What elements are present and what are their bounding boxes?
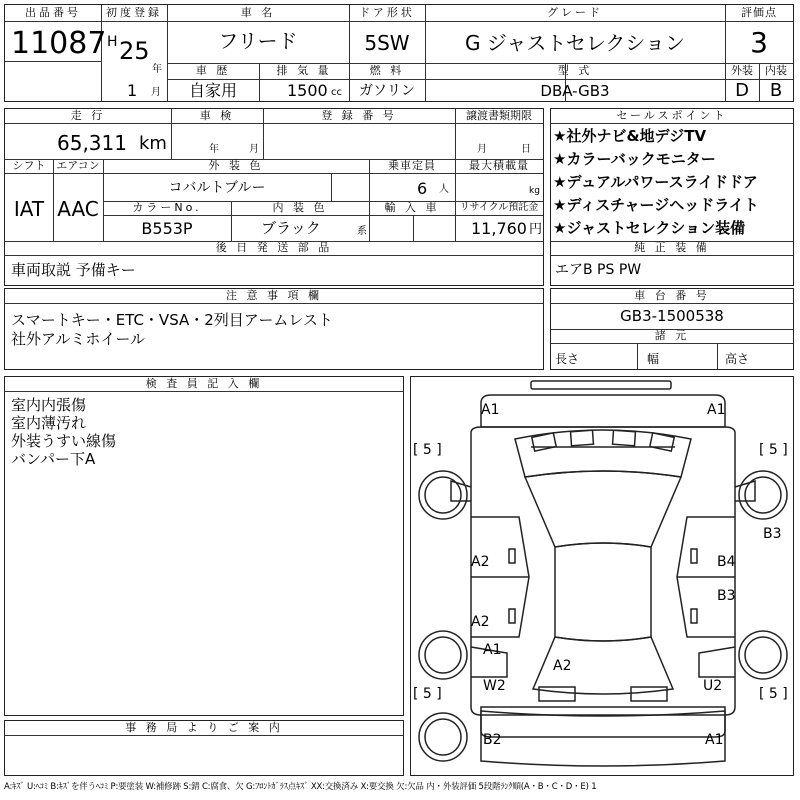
header-section: [4, 4, 794, 102]
interior-label: 内装: [765, 64, 787, 77]
mark-rear-right: A1: [705, 732, 724, 748]
first-reg-month-unit: 月: [151, 87, 161, 98]
displacement-unit: cc: [331, 87, 342, 98]
later-parts-label: 後 日 発 送 部 品: [215, 241, 333, 254]
caution-label: 注 意 事 項 欄: [226, 289, 322, 302]
recycle-amount: 11,760: [471, 219, 527, 238]
history-label: 車 歴: [195, 64, 231, 77]
ac: AAC: [57, 197, 99, 221]
plate-label: 登 録 番 号: [321, 109, 397, 122]
mark-left-rear-door: A2: [471, 614, 490, 630]
selling-points-label: セールスポイント: [616, 109, 728, 122]
car-condition-diagram: [410, 376, 794, 776]
seats: 6: [417, 179, 428, 198]
shift: IAT: [13, 197, 45, 221]
import-label: 輸 入 車: [384, 201, 440, 214]
mark-left-front-door: A2: [471, 554, 490, 570]
chassis-section: [550, 288, 794, 370]
inspector-line-2: 室内薄汚れ: [11, 414, 87, 432]
selling-points-section: [550, 108, 794, 286]
recycle-unit: 円: [529, 222, 543, 237]
color-no: B553P: [141, 219, 193, 238]
mark-right-rear-door: B3: [717, 588, 736, 604]
history: 自家用: [188, 81, 237, 100]
transfer-day-unit: 日: [521, 144, 531, 155]
chassis-label: 車 台 番 号: [634, 289, 710, 302]
transfer-month-unit: 月: [477, 144, 487, 155]
seats-label: 乗車定員: [388, 159, 436, 172]
length-label: 長さ: [555, 352, 580, 366]
mark-right-front-door: B4: [717, 554, 736, 570]
lot-no: 11087: [11, 26, 107, 61]
car-name: フリード: [218, 29, 298, 53]
selling-point-1: ★社外ナビ&地デジTV: [553, 127, 707, 145]
dimensions-label: 諸 元: [654, 329, 690, 342]
max-load-unit: kg: [529, 186, 540, 196]
car-name-label: 車 名: [240, 6, 276, 19]
first-reg-year: 25: [119, 37, 150, 65]
mark-right-side: B3: [763, 526, 782, 542]
first-reg-era: H: [107, 34, 118, 50]
car-outline-drawing: [411, 377, 794, 776]
inspection-label: 車 検: [199, 109, 235, 122]
mark-tire-front-right: [ 5 ]: [759, 442, 788, 458]
selling-point-4: ★ディスチャージヘッドライト: [553, 196, 759, 214]
displacement-label: 排 気 量: [276, 64, 332, 77]
mark-tire-front-left: [ 5 ]: [413, 442, 442, 458]
shift-label: シフト: [12, 159, 46, 172]
selling-point-5: ★ジャストセレクション装備: [553, 219, 746, 237]
office-label: 事 務 局 よ り ご 案 内: [125, 721, 283, 734]
seats-unit: 人: [439, 184, 449, 195]
mark-tire-rear-right: [ 5 ]: [759, 686, 788, 702]
mark-roof-rear: A2: [553, 658, 572, 674]
inspector-line-4: バンパー下A: [11, 450, 96, 468]
chassis-number: GB3-1500538: [620, 307, 724, 325]
genuine-equipment-label: 純 正 装 備: [634, 241, 710, 254]
int-color-label: 内 装 色: [272, 201, 328, 214]
mark-front-left: A1: [481, 402, 500, 418]
inspector-line-3: 外装うすい線傷: [11, 432, 117, 450]
caution-line-1: スマートキー・ETC・VSA・2列目アームレスト: [11, 311, 333, 329]
recycle-label: リサイクル預託金: [459, 202, 539, 213]
score-label: 評価点: [741, 6, 777, 19]
mark-front-right: A1: [707, 402, 726, 418]
displacement: 1500: [287, 81, 328, 100]
exterior-grade: D: [735, 80, 749, 101]
int-color: ブラック: [261, 219, 321, 237]
inspection-year-unit: 年: [209, 144, 219, 155]
mark-right-rear: U2: [703, 678, 723, 694]
ext-color: コバルトブルー: [168, 180, 266, 196]
interior-grade: B: [769, 80, 783, 101]
model-code: DBA-GB3: [540, 82, 610, 100]
door-type: 5SW: [364, 31, 410, 55]
selling-point-3: ★デュアルパワースライドドア: [553, 173, 758, 191]
first-reg-month: 1: [127, 81, 138, 100]
mark-left-rear-quarter: A1: [483, 642, 502, 658]
ext-color-label: 外 装 色: [208, 159, 264, 172]
genuine-equipment-value: エアB PS PW: [555, 262, 642, 278]
door-label: ドア形状: [359, 6, 415, 19]
ac-label: エアコン: [56, 159, 100, 172]
first-reg-label: 初度登録: [106, 6, 162, 19]
lot-no-label: 出品番号: [25, 6, 81, 19]
caution-line-2: 社外アルミホイール: [11, 330, 146, 348]
first-reg-year-unit: 年: [152, 64, 162, 75]
grade: G ジャストセレクション: [464, 31, 686, 55]
later-parts-value: 車両取説 予備キー: [11, 261, 136, 279]
height-label: 高さ: [725, 352, 750, 366]
inspection-month-unit: 月: [249, 144, 259, 155]
damage-code-legend: A:ｷｽﾞ U:ﾍｺﾐ B:ｷｽﾞを伴うﾍｺﾐ P:要塗装 W:補修跡 S:錆 C:腐食、欠 G:ﾌﾛﾝﾄｶﾞﾗｽ点ｷｽﾞ XX:交換済み X:要交換 欠:欠品 内・外装評価 5段階ﾗﾝｸ順(A・B・C・D・E) 1: [4, 782, 597, 792]
mileage-unit: km: [139, 133, 167, 154]
int-color-suffix: 系: [357, 226, 367, 237]
transfer-docs-label: 譲渡書類期限: [466, 109, 532, 122]
grade-label: グレード: [547, 6, 603, 19]
office-section: [4, 720, 404, 776]
fuel: ガソリン: [359, 83, 415, 99]
mark-rear-left: B2: [483, 732, 502, 748]
mark-tire-rear-left: [ 5 ]: [413, 686, 442, 702]
color-no-label: カラーNo.: [132, 201, 202, 214]
inspector-section: [4, 376, 404, 716]
mileage: 65,311: [57, 131, 127, 155]
mark-left-rear: W2: [483, 678, 506, 694]
mileage-label: 走 行: [70, 109, 106, 122]
inspector-line-1: 室内内張傷: [11, 396, 87, 414]
model-code-label: 型 式: [557, 64, 593, 77]
fuel-label: 燃 料: [369, 64, 405, 77]
max-load-label: 最大積載量: [469, 159, 529, 172]
overall-score: 3: [750, 26, 768, 59]
caution-section: [4, 288, 544, 370]
width-label: 幅: [647, 352, 660, 366]
exterior-label: 外装: [731, 64, 753, 77]
inspector-label: 検 査 員 記 入 欄: [145, 377, 263, 390]
vehicle-details-section: [4, 108, 544, 286]
selling-point-2: ★カラーバックモニター: [553, 150, 716, 168]
